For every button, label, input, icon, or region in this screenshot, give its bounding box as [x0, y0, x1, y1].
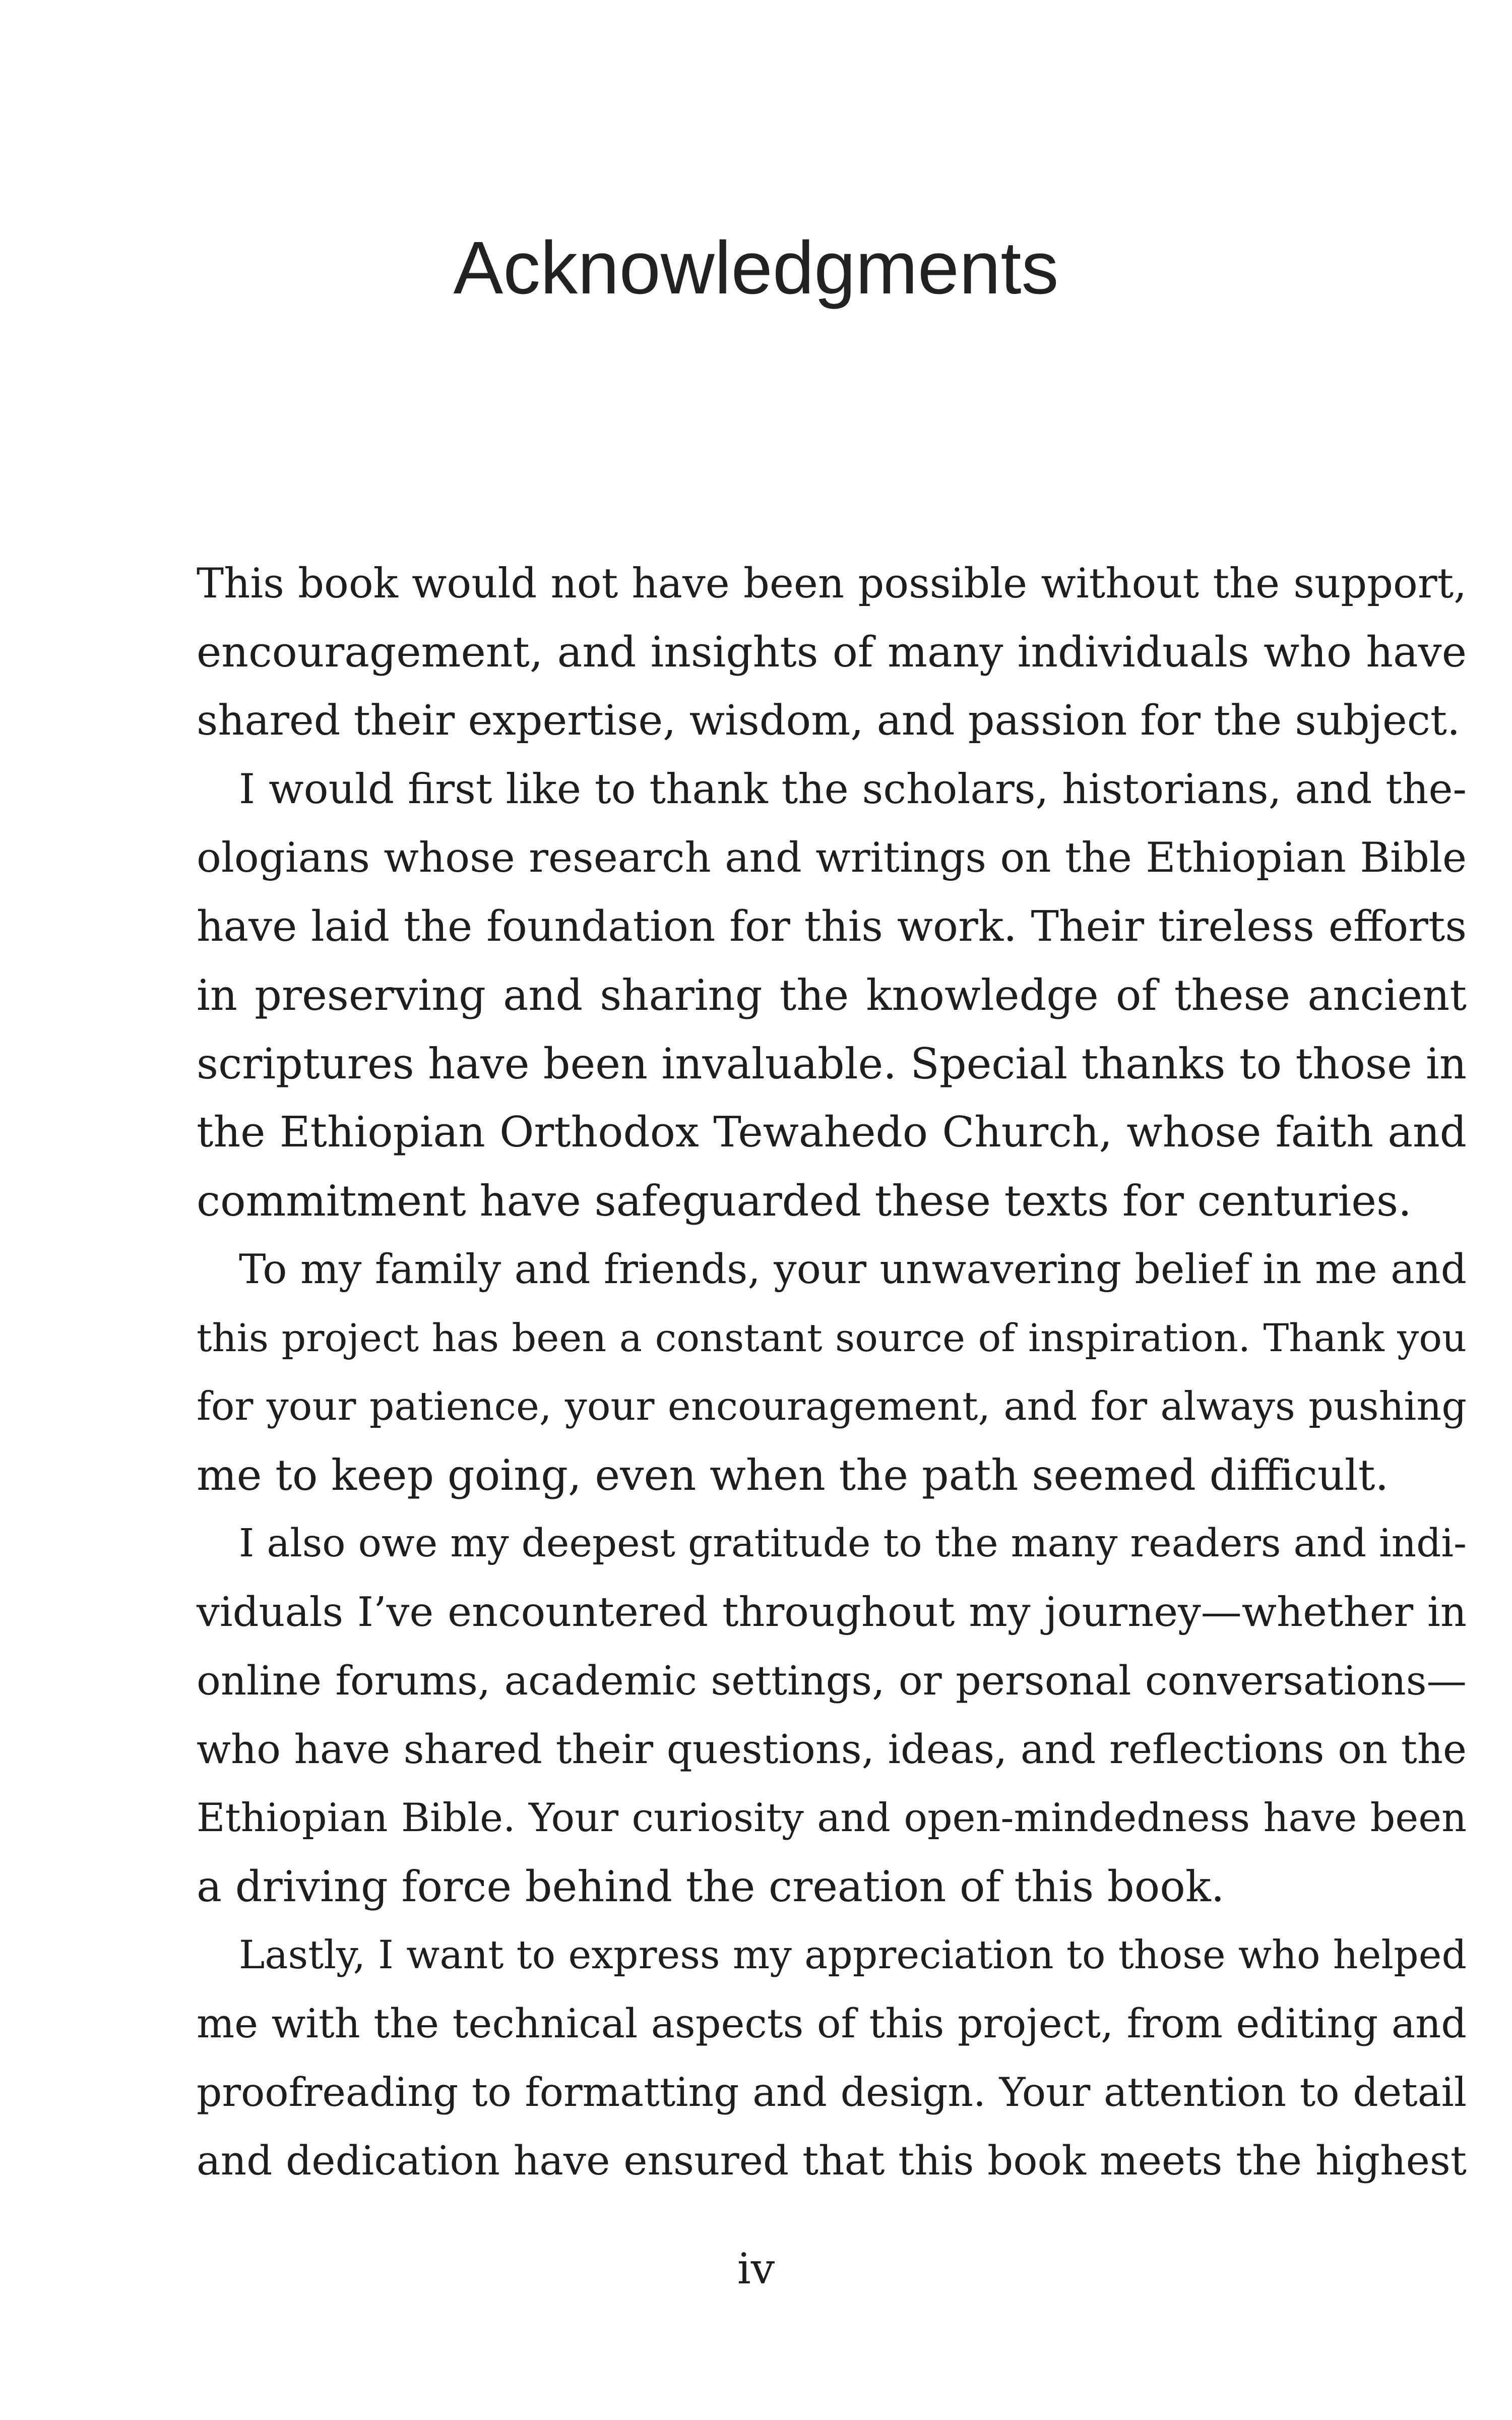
paragraph: [197, 1235, 1467, 1509]
text-line: me with the technical aspects of this project, from editing and: [197, 2000, 1467, 2047]
text-line: commitment have safeguarded these texts for centuries.: [197, 1176, 1412, 1226]
text-line: scriptures have been invaluable. Special thanks to those in: [197, 1039, 1467, 1088]
text-line: the Ethiopian Orthodox Tewahedo Church, whose faith and: [197, 1108, 1467, 1157]
text-line: a driving force behind the creation of this book.: [197, 1862, 1225, 1911]
paragraph: [197, 755, 1467, 1235]
text-line: Lastly, I want to express my appreciation to those who helped: [239, 1932, 1467, 1978]
text-line: online forums, academic settings, or personal conversations—: [197, 1657, 1467, 1704]
text-line: who have shared their questions, ideas, and reflections on the: [197, 1726, 1467, 1773]
text-line: encouragement, and insights of many individuals who have: [197, 628, 1467, 677]
text-line: in preserving and sharing the knowledge of these ancient: [197, 971, 1467, 1020]
body-text: [197, 550, 1467, 2195]
text-line: I would first like to thank the scholars, historians, and the-: [239, 765, 1467, 813]
text-line: for your patience, your encouragement, and for always pushing: [197, 1384, 1467, 1429]
paragraph: [197, 1921, 1467, 2195]
text-line: This book would not have been possible without the support,: [197, 560, 1467, 608]
page-number: iv: [737, 2244, 775, 2293]
text-line: this project has been a constant source of inspiration. Thank you: [197, 1315, 1467, 1360]
text-line: me to keep going, even when the path seemed difficult.: [197, 1450, 1389, 1500]
text-line: ologians whose research and writings on the Ethiopian Bible: [197, 834, 1467, 882]
paragraph: [197, 1509, 1467, 1921]
text-line: I also owe my deepest gratitude to the many readers and indi-: [239, 1521, 1467, 1566]
text-line: Ethiopian Bible. Your curiosity and open-mindedness have been: [197, 1795, 1467, 1841]
text-line: To my family and friends, your unwavering belief in me and: [239, 1246, 1467, 1293]
paragraph: [197, 550, 1467, 755]
page-heading: Acknowledgments: [453, 226, 1059, 310]
text-line: shared their expertise, wisdom, and passion for the subject.: [197, 697, 1461, 745]
text-line: viduals I’ve encountered throughout my journey—whether in: [197, 1589, 1467, 1636]
text-line: have laid the foundation for this work. Their tireless efforts: [197, 902, 1467, 951]
text-line: and dedication have ensured that this book meets the highest: [197, 2137, 1467, 2184]
text-line: proofreading to formatting and design. Your attention to detail: [197, 2069, 1467, 2115]
